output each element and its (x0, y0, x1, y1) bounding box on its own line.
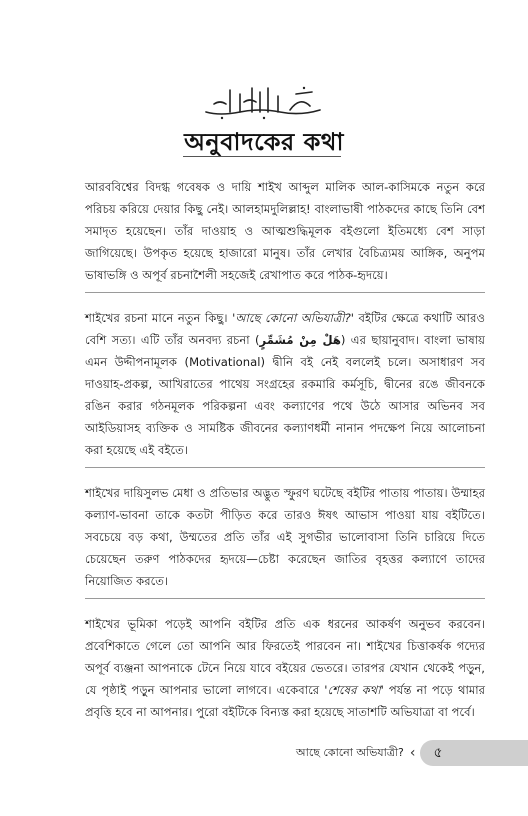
paragraph-2-text-a: শাইখের রচনা মানে নতুন কিছু। (85, 311, 233, 325)
paragraph-4-text-a: শাইখের ভূমিকা পড়েই আপনি বইটির প্রতি এক ধরনের আকর্ষণ অনুভব করবেন। প্রবেশিকাতে গেলে তো আপনি আর ফিরতেই পারবেন না। শাইখের চিত্তাকর্ষক গদ্যের অপূর্ব ব্যঞ্জনা আপনাকে টেনে নিয়ে যাবে বইয়ের ভেতরে। তারপর যেখান থেকেই পড়ুন, যে পৃষ্ঠাই পড়ুন আপনার ভালো লাগবে। একেবারে (85, 617, 485, 697)
final-chapter-italic: 'শেষের কথা' (324, 683, 384, 697)
paragraph-2-text-c: ) এর ছায়ানুবাদ। বাংলা ভাষায় এমন উদ্দীপনামূলক (Motivational) দ্বীনি বই নেই বললেই চলে। অসাধারণ সব দাওয়াহ-প্রকল্প, আখিরাতের পাথেয় সংগ্রহের রকমারি কর্মসূচি, দ্বীনের রঙে জীবনকে রঙিন করার গঠনমূলক পরিকল্পনা এবং কল্যাণের পথে উঠে আসার অভিনব সব আইডিয়াসহ ব্যক্তিক ও সামষ্টিক জীবনের কল্যাণধর্মী নানান পদক্ষেপ নিয়ে আলোচনা করা হয়েছে এই বইতে। (85, 333, 485, 457)
page-number-tab (420, 740, 528, 766)
footer-book-title: আছে কোনো অভিযাত্রী? (296, 745, 404, 759)
page-number: ৫ (433, 745, 443, 761)
paragraph-1: আরববিশ্বের বিদগ্ধ গবেষক ও দায়ি শাইখ আব্দুল মালিক আল-কাসিমকে নতুন করে পরিচয় করিয়ে দেয়ার কিছু নেই। আলহামদুলিল্লাহ! বাংলাভাষী পাঠকদের কাছে তিনি বেশ সমাদৃত হয়েছেন। তাঁর দাওয়াহ ও আত্মশুদ্ধিমূলক বইগুলো ইতিমধ্যে বেশ সাড়া জাগিয়েছে। উপকৃত হয়েছে হাজারো মানুষ। তাঁর লেখার বৈচিত্র্যময় আঙ্গিক, অনুপম ভাষাভঙ্গি ও অপূর্ব রচনাশৈলী সহজেই রেখাপাত করে পাঠক-হৃদয়ে। (85, 170, 485, 293)
chevron-left-icon: ‹ (409, 745, 416, 761)
body-text (85, 170, 485, 729)
arabic-title: هَلْ مِنْ مُشَمِّرٍ (259, 333, 341, 347)
paragraph-4 (85, 607, 485, 729)
page-heading: অনুবাদকের কথা (184, 128, 344, 156)
bismillah-calligraphy (200, 82, 330, 122)
book-title-italic: 'আছে কোনো অভিযাত্রী?' (232, 311, 354, 325)
paragraph-2-text-b: বইটির ক্ষেত্রে কথাটি আরও বেশি সত্য। এটি তাঁর অনবদ্য রচনা ( (85, 311, 485, 347)
page-footer (296, 740, 528, 766)
paragraph-3: শাইখের দায়িসুলভ মেধা ও প্রতিভার অদ্ভুত স্ফুরণ ঘটেছে বইটির পাতায় পাতায়। উম্মাহর কল্যাণ-ভাবনা তাকে কতটা পীড়িত করে তারও ঈষৎ আভাস পাওয়া যায় বইটিতে। সবচেয়ে বড় কথা, উম্মতের প্রতি তাঁর এই সুগভীর ভালোবাসা তিনি চারিয়ে দিতে চেয়েছেন তরুণ পাঠকদের হৃদয়ে—চেষ্টা করেছেন জাতির বৃহত্তর কল্যাণে তাদের নিয়োজিত করতে। (85, 476, 485, 599)
paragraph-2 (85, 301, 485, 468)
bismillah-calligraphy-graphic (200, 82, 330, 122)
heading-underline (183, 156, 341, 157)
paragraph-4-text-b: পর্যন্ত না পড়ে থামার প্রবৃত্তি হবে না আপনার। পুরো বইটিকে বিন্যস্ত করা হয়েছে সাতাশটি অভিযাত্রা বা পর্বে। (85, 683, 485, 719)
